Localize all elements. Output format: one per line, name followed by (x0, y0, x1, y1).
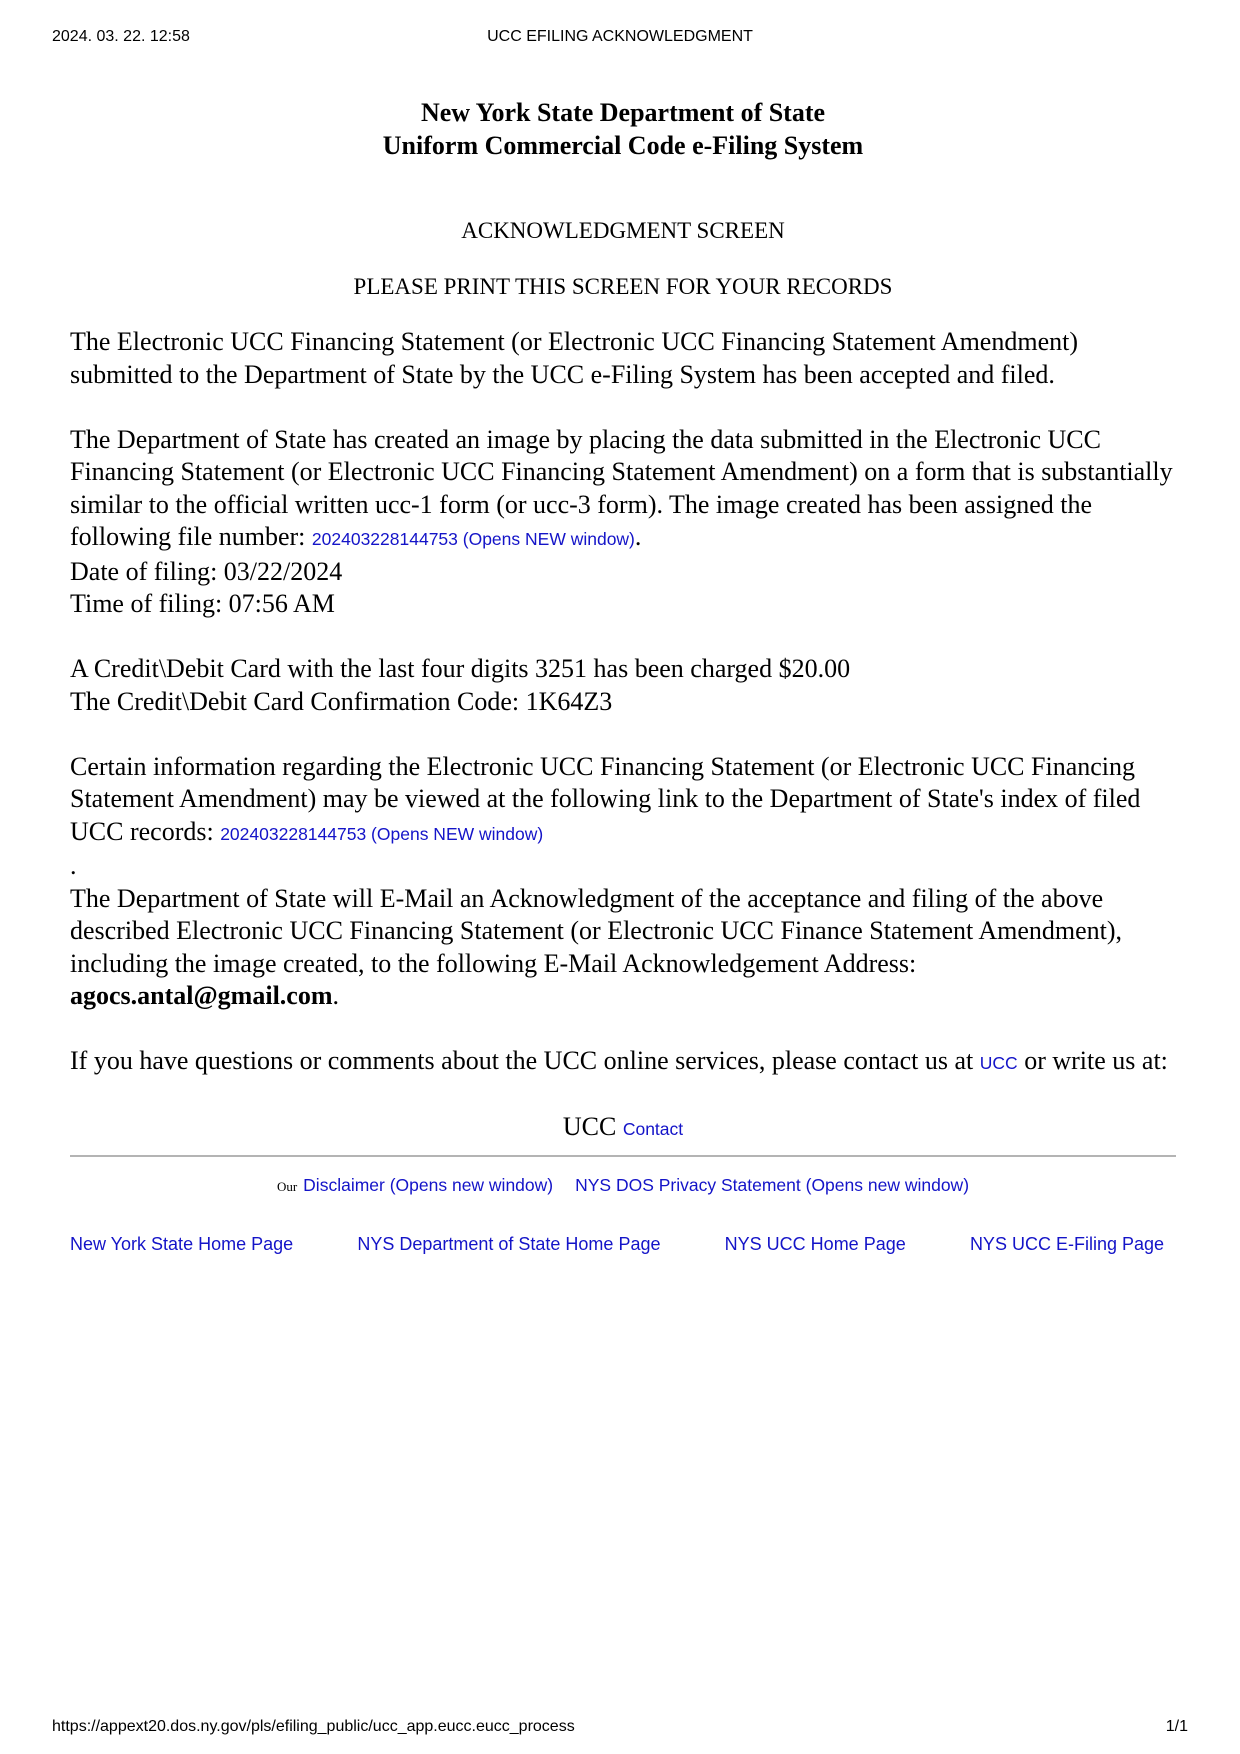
ucc-contact-link[interactable]: UCC (979, 1053, 1018, 1073)
footer-nav (70, 1232, 1164, 1256)
image-paragraph (70, 424, 1176, 556)
privacy-statement-link[interactable]: NYS DOS Privacy Statement (Opens new window) (575, 1174, 970, 1195)
ucc-home-link[interactable]: NYS UCC Home Page (724, 1233, 906, 1254)
email-paragraph (70, 883, 1176, 1013)
dos-home-link[interactable]: NYS Department of State Home Page (357, 1233, 661, 1254)
image-paragraph-end: . (634, 522, 642, 551)
ucc-efiling-link[interactable]: NYS UCC E-Filing Page (969, 1233, 1164, 1254)
filing-time: Time of filing: 07:56 AM (70, 589, 335, 618)
spacer (70, 391, 1176, 424)
image-paragraph-text: The Department of State has created an image by placing the data submitted in the Electronic UCC Financing Statement (or Electronic UCC Financing Statement Amendment) on a form that is substantially similar to the official written ucc-1 form (or ucc-3 form). The image created has been assigned the following file number: (70, 424, 1173, 551)
disclaimer-link[interactable]: Disclaimer (Opens new window) (303, 1174, 554, 1195)
our-label: Our (276, 1178, 298, 1194)
email-paragraph-text: The Department of State will E-Mail an Acknowledgment of the acceptance and filing of the above described Electronic UCC Financing Statement (or Electronic UCC Finance Statement Amendment), including the image created, to the following E-Mail Acknowledgement Address: (70, 883, 1123, 978)
file-number-link[interactable]: 202403228144753 (Opens NEW window) (311, 529, 635, 549)
questions-end: or write us at: (1017, 1046, 1168, 1075)
card-charge: A Credit\Debit Card with the last four digits 3251 has been charged $20.00 (70, 654, 851, 683)
print-note: PLEASE PRINT THIS SCREEN FOR YOUR RECORDS (353, 274, 893, 299)
email-paragraph-end: . (332, 981, 339, 1010)
heading-line-2: Uniform Commercial Code e-Filing System (382, 131, 864, 160)
print-title: UCC EFILING ACKNOWLEDGMENT (487, 28, 753, 45)
ack-email-address: agocs.antal@gmail.com (70, 981, 333, 1010)
page-count: 1/1 (1165, 1718, 1188, 1735)
page-heading (70, 96, 1176, 162)
print-url: https://appext20.dos.ny.gov/pls/efiling_public/ucc_app.eucc.eucc_process (52, 1718, 575, 1735)
print-date: 2024. 03. 22. 12:58 (52, 28, 190, 45)
print-footer (52, 1718, 1188, 1742)
accepted-paragraph: The Electronic UCC Financing Statement (or Electronic UCC Financing Statement Amendment) submitted to the Department of State by the UCC e-Filing System has been accepted and filed. (70, 327, 1078, 389)
filing-date: Date of filing: 03/22/2024 (70, 556, 343, 586)
spacer (70, 621, 1176, 654)
index-dot: . (70, 851, 77, 880)
screen-title: ACKNOWLEDGMENT SCREEN (461, 218, 785, 243)
spacer (70, 718, 1176, 751)
spacer (70, 1013, 1176, 1046)
contact-link[interactable]: Contact (622, 1118, 684, 1139)
main-content (70, 96, 1176, 1256)
divider (70, 1155, 1176, 1157)
index-paragraph (70, 751, 1176, 851)
contact-line (70, 1111, 1176, 1145)
ny-state-home-link[interactable]: New York State Home Page (70, 1233, 294, 1254)
heading-line-1: New York State Department of State (420, 98, 826, 127)
index-link[interactable]: 202403228144753 (Opens NEW window) (220, 823, 544, 844)
disclaimer-row (70, 1173, 1176, 1199)
questions-paragraph (70, 1045, 1176, 1080)
card-confirmation: The Credit\Debit Card Confirmation Code: 1K64Z3 (70, 686, 613, 716)
print-header (52, 28, 1188, 52)
questions-text: If you have questions or comments about the UCC online services, please contact us at (70, 1046, 980, 1075)
index-paragraph-text: Certain information regarding the Electronic UCC Financing Statement (or Electronic UCC Financing Statement Amendment) may be viewed at the following link to the Department of State's index of filed UCC records: (70, 751, 1141, 846)
contact-label: UCC (562, 1111, 617, 1141)
